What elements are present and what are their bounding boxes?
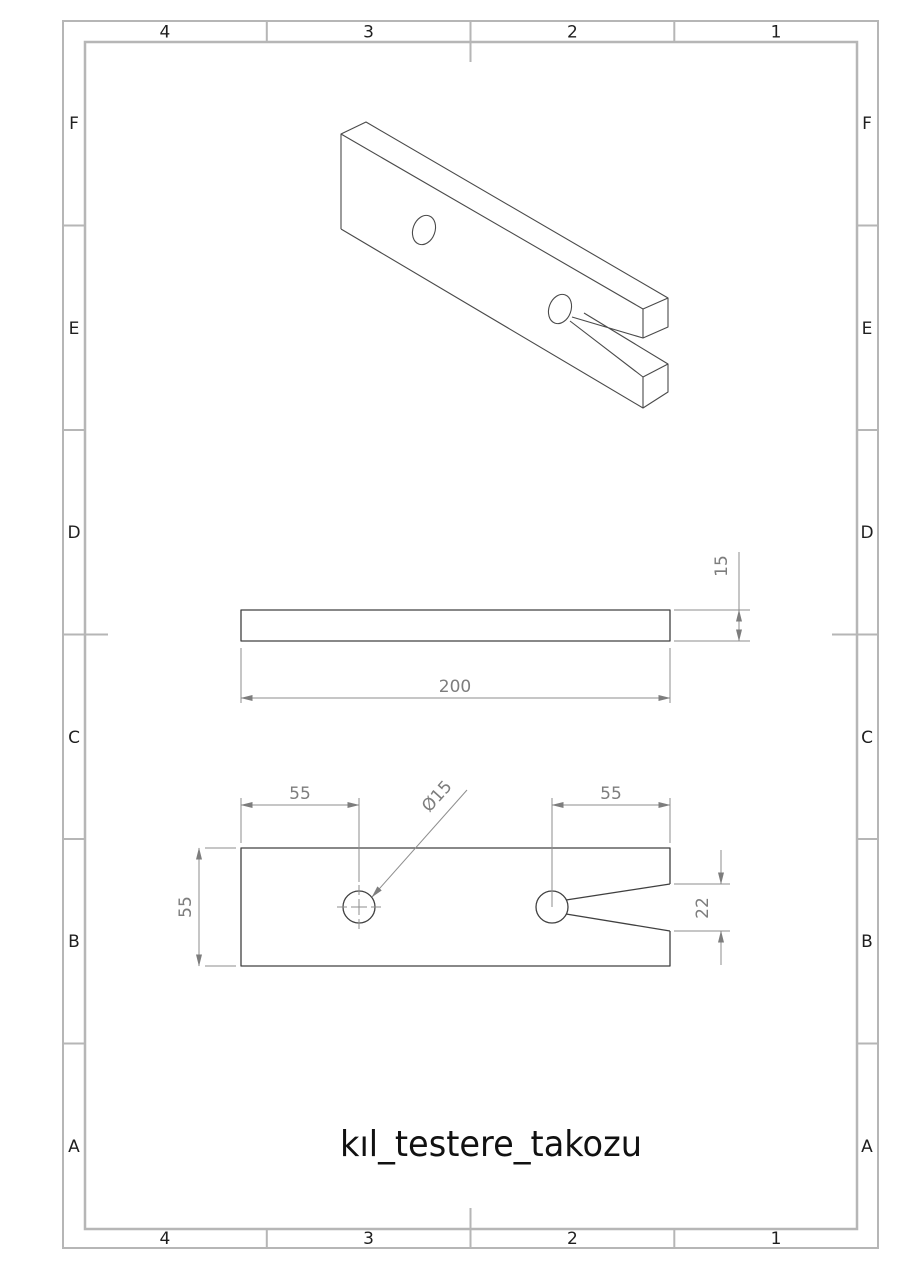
drawing-title: kıl_testere_takozu	[340, 1124, 642, 1165]
dim-15-text: 15	[712, 555, 732, 577]
inner-frame	[85, 42, 857, 1229]
zone-row-right-c: C	[861, 728, 873, 748]
iso-slot-edges	[570, 313, 668, 377]
dim-55r-text: 55	[600, 784, 622, 804]
dimension-15	[674, 552, 750, 641]
centering-marks	[63, 21, 878, 1248]
leader-dia-15	[372, 777, 467, 897]
zone-row-left-a: A	[68, 1137, 80, 1157]
zone-col-bottom-3: 3	[363, 1229, 375, 1249]
dimension-55-width	[176, 848, 236, 966]
zone-row-right-a: A	[861, 1137, 873, 1157]
dim-22-text: 22	[693, 897, 713, 919]
dim-200-text: 200	[438, 677, 472, 697]
isometric-view	[341, 122, 668, 408]
dimension-200	[241, 648, 670, 703]
zone-row-right-b: B	[861, 932, 873, 952]
sheet-border	[63, 21, 878, 1248]
zone-col-bottom-4: 4	[159, 1229, 171, 1249]
top-view-slot-edges	[566, 884, 670, 931]
dim-55w-extension-lines	[205, 848, 236, 966]
top-view	[176, 777, 730, 966]
outer-border	[63, 21, 878, 1248]
zone-row-left-b: B	[68, 932, 80, 952]
zone-col-bottom-2: 2	[566, 1229, 578, 1249]
zone-labels	[67, 23, 873, 1250]
dia-15-leader-line	[372, 790, 467, 897]
dim-55l-text: 55	[289, 784, 311, 804]
zone-row-dividers	[63, 226, 878, 1044]
dim-55w-text: 55	[176, 896, 196, 918]
dimension-55-left-offset	[241, 784, 359, 843]
zone-row-left-d: D	[67, 523, 81, 543]
top-view-outline	[241, 848, 670, 966]
zone-row-right-f: F	[862, 114, 872, 134]
zone-col-top-1: 1	[770, 22, 782, 43]
iso-hole-1	[409, 212, 440, 248]
zone-col-top-3: 3	[363, 22, 375, 43]
iso-body-outline	[341, 122, 668, 408]
zone-col-top-2: 2	[566, 22, 578, 43]
zone-row-right-d: D	[860, 523, 874, 543]
dia-15-text: Ø15	[418, 776, 457, 817]
zone-row-left-c: C	[68, 728, 80, 748]
dimension-22-slot	[674, 850, 730, 965]
hole-centerlines	[359, 798, 552, 907]
zone-col-bottom-1: 1	[770, 1229, 782, 1249]
zone-row-right-e: E	[861, 319, 873, 339]
hole-1-centermark	[337, 885, 381, 929]
zone-column-dividers	[267, 21, 675, 1248]
zone-col-top-4: 4	[159, 22, 171, 43]
dimension-55-right-offset	[552, 784, 670, 843]
zone-row-left-f: F	[69, 114, 79, 134]
zone-row-left-e: E	[68, 319, 80, 339]
front-view	[241, 552, 750, 703]
front-view-outline	[241, 610, 670, 641]
